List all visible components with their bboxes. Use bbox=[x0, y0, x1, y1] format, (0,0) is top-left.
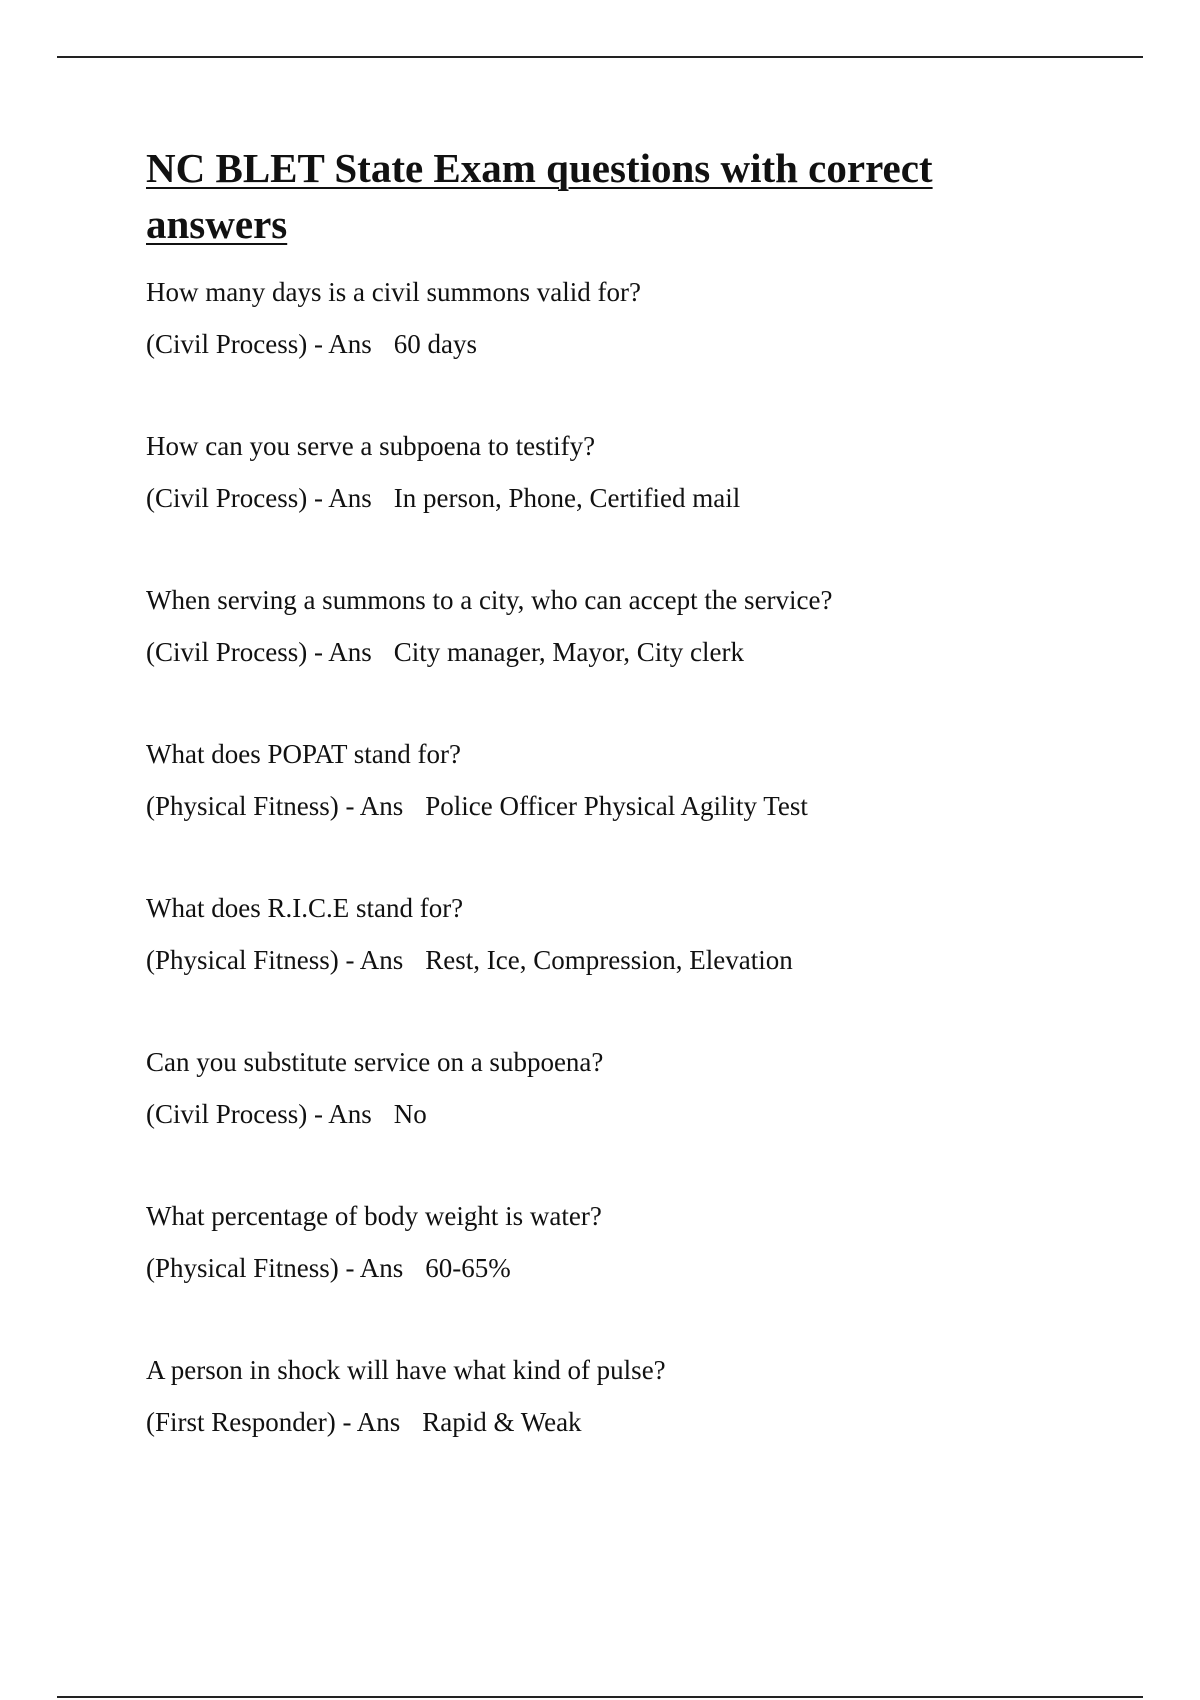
answer-text: Police Officer Physical Agility Test bbox=[425, 791, 808, 821]
answer-category: (First Responder) bbox=[146, 1407, 336, 1437]
qa-item bbox=[146, 1344, 1046, 1448]
qa-item bbox=[146, 1036, 1046, 1140]
answer-category: (Physical Fitness) bbox=[146, 791, 339, 821]
answer-text: In person, Phone, Certified mail bbox=[393, 483, 741, 513]
answer-text: 60-65% bbox=[425, 1253, 511, 1283]
answer-label: - Ans bbox=[314, 1099, 372, 1129]
document-body bbox=[146, 140, 1046, 1498]
answer-text: 60 days bbox=[393, 329, 478, 359]
question-text: What percentage of body weight is water? bbox=[146, 1201, 602, 1231]
answer-line bbox=[146, 1396, 1046, 1448]
qa-item bbox=[146, 420, 1046, 524]
bottom-rule bbox=[57, 1696, 1143, 1698]
answer-text: Rest, Ice, Compression, Elevation bbox=[425, 945, 793, 975]
answer-line bbox=[146, 934, 1046, 986]
answer-category: (Civil Process) bbox=[146, 637, 308, 667]
answer-text: Rapid & Weak bbox=[422, 1407, 582, 1437]
answer-category: (Physical Fitness) bbox=[146, 1253, 339, 1283]
answer-text: City manager, Mayor, City clerk bbox=[393, 637, 745, 667]
answer-category: (Civil Process) bbox=[146, 1099, 308, 1129]
answer-text: No bbox=[393, 1099, 427, 1129]
answer-category: (Physical Fitness) bbox=[146, 945, 339, 975]
qa-item bbox=[146, 574, 1046, 678]
question-text: When serving a summons to a city, who can accept the service? bbox=[146, 585, 833, 615]
answer-label: - Ans bbox=[342, 1407, 401, 1437]
answer-label: - Ans bbox=[314, 329, 372, 359]
answer-category: (Civil Process) bbox=[146, 329, 308, 359]
answer-line bbox=[146, 318, 1046, 370]
qa-item bbox=[146, 728, 1046, 832]
top-rule bbox=[57, 56, 1143, 58]
answer-label: - Ans bbox=[345, 1253, 404, 1283]
answer-line bbox=[146, 472, 1046, 524]
document-title: NC BLET State Exam questions with correct answers bbox=[146, 145, 933, 247]
answer-label: - Ans bbox=[314, 483, 372, 513]
answer-line bbox=[146, 780, 1046, 832]
answer-line bbox=[146, 1242, 1046, 1294]
answer-line bbox=[146, 1088, 1046, 1140]
qa-item bbox=[146, 266, 1046, 370]
question-text: What does R.I.C.E stand for? bbox=[146, 893, 464, 923]
question-text: How can you serve a subpoena to testify? bbox=[146, 431, 596, 461]
question-text: A person in shock will have what kind of pulse? bbox=[146, 1355, 666, 1385]
answer-category: (Civil Process) bbox=[146, 483, 308, 513]
qa-item bbox=[146, 1190, 1046, 1294]
answer-label: - Ans bbox=[345, 791, 404, 821]
qa-item bbox=[146, 882, 1046, 986]
answer-line bbox=[146, 626, 1046, 678]
answer-label: - Ans bbox=[314, 637, 372, 667]
question-text: What does POPAT stand for? bbox=[146, 739, 461, 769]
question-text: How many days is a civil summons valid for? bbox=[146, 277, 641, 307]
question-text: Can you substitute service on a subpoena? bbox=[146, 1047, 604, 1077]
answer-label: - Ans bbox=[345, 945, 404, 975]
